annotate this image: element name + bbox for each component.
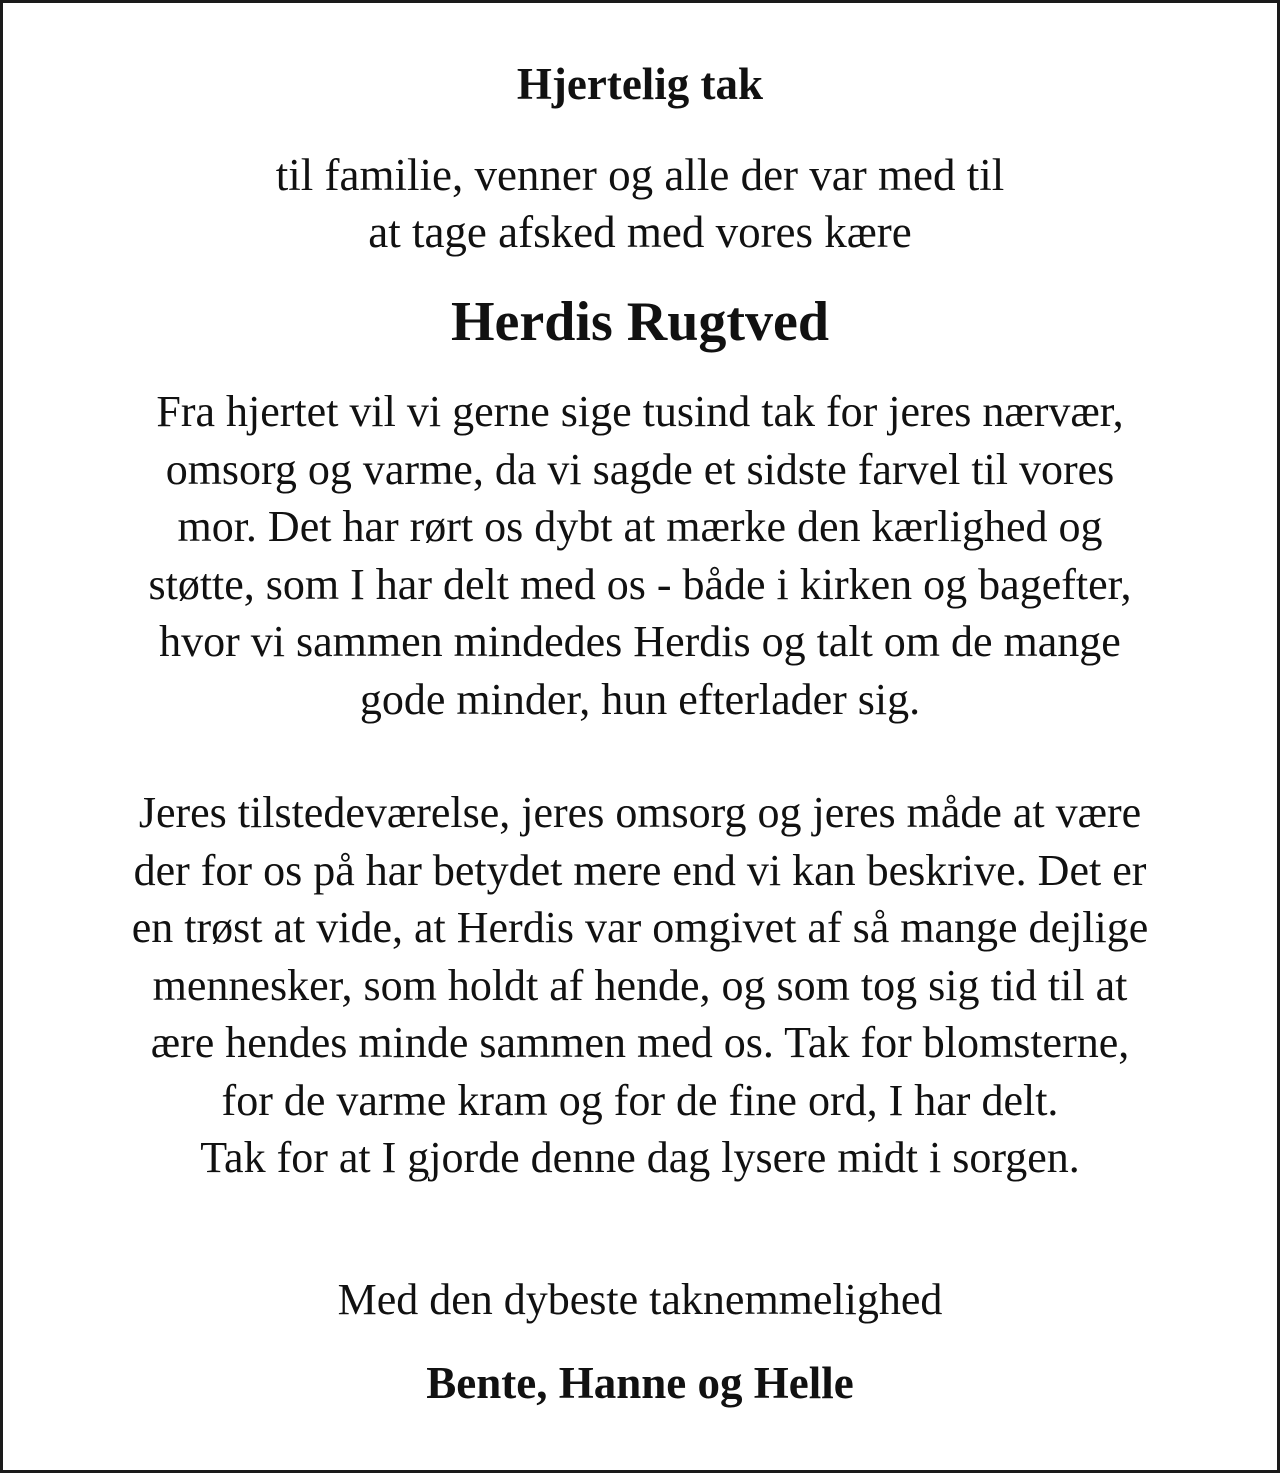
- paragraph-line: gode minder, hun efterlader sig.: [359, 674, 921, 724]
- paragraph-line: hvor vi sammen mindedes Herdis og talt om de mange: [159, 617, 1121, 666]
- paragraph-line: mennesker, som holdt af hende, og som tog sig tid til at: [152, 960, 1128, 1010]
- intro-text: [3, 147, 1277, 261]
- paragraph-line: Jeres tilstedeværelse, jeres omsorg og jeres måde at være: [138, 788, 1142, 837]
- closing-line: Med den dybeste taknemmelighed: [337, 1275, 943, 1324]
- paragraph-line: støtte, som I har delt med os - både i kirken og bagefter,: [148, 559, 1132, 609]
- paragraph-line: omsorg og varme, da vi sagde et sidste farvel til vores: [165, 444, 1115, 494]
- intro-line: at tage afsked med vores kære: [368, 207, 912, 257]
- paragraph-line: Tak for at I gjorde denne dag lysere midt i sorgen.: [200, 1133, 1080, 1182]
- paragraph-line: en trøst at vide, at Herdis var omgivet af så mange dejlige: [131, 903, 1149, 952]
- intro-line: til familie, venner og alle der var med til: [275, 150, 1005, 200]
- paragraph-line: for de varme kram og for de fine ord, I har delt.: [221, 1075, 1059, 1125]
- notice-heading: Hjertelig tak: [516, 59, 764, 109]
- paragraph-line: mor. Det har rørt os dybt at mærke den kærlighed og: [177, 502, 1103, 551]
- paragraph-line: Fra hjertet vil vi gerne sige tusind tak for jeres nærvær,: [156, 387, 1124, 436]
- deceased-name: Herdis Rugtved: [451, 291, 829, 353]
- thank-you-paragraph-2: [13, 784, 1267, 1187]
- signers: Bente, Hanne og Helle: [426, 1358, 854, 1408]
- paragraph-line: ære hendes minde sammen med os. Tak for blomsterne,: [150, 1018, 1130, 1067]
- paragraph-line: der for os på har betydet mere end vi kan beskrive. Det er: [133, 845, 1147, 895]
- thank-you-paragraph-1: [13, 383, 1267, 728]
